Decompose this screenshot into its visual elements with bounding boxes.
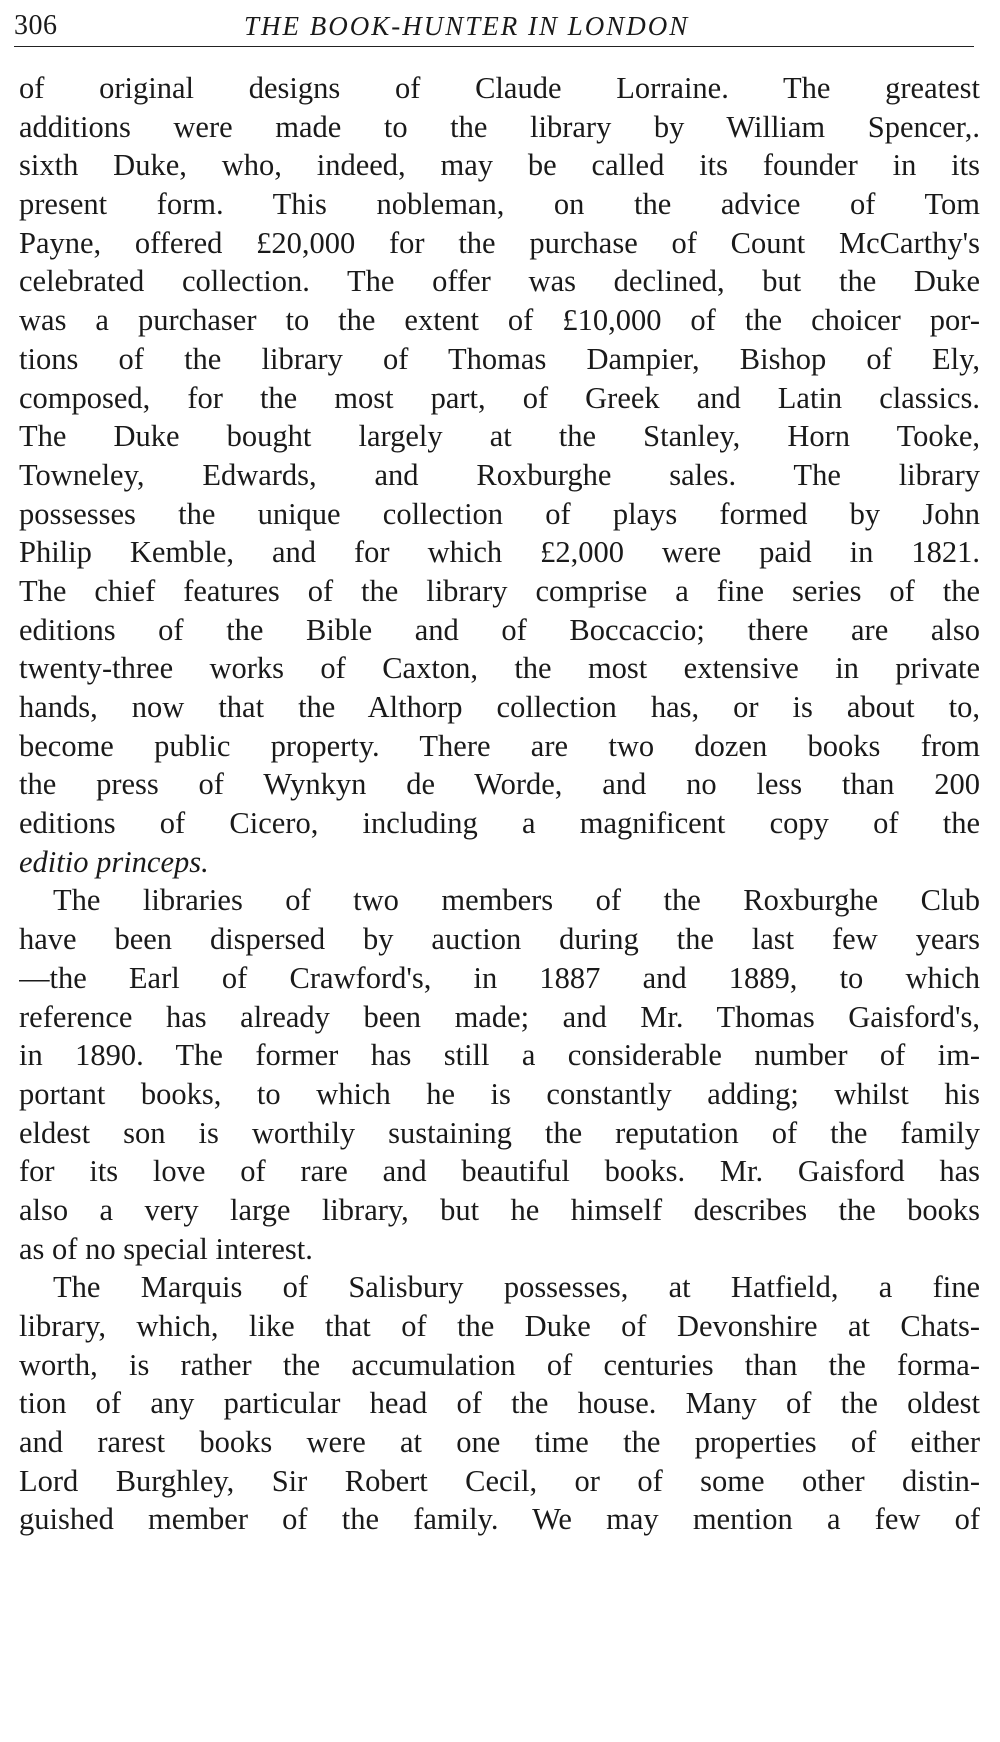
text-line: composed, for the most part, of Greek and Latin classics. bbox=[19, 380, 980, 415]
text-line: Towneley, Edwards, and Roxburghe sales. The library bbox=[19, 457, 980, 492]
text-line: worth, is rather the accumulation of centuries than the forma- bbox=[19, 1347, 980, 1382]
text-line: celebrated collection. The offer was declined, but the Duke bbox=[19, 264, 980, 299]
text-line: and rarest books were at one time the properties of either bbox=[19, 1425, 980, 1460]
text-line: sixth Duke, who, indeed, may be called its founder in its bbox=[19, 148, 980, 183]
text-line: the press of Wynkyn de Worde, and no less than 200 bbox=[19, 767, 980, 802]
text-line: was a purchaser to the extent of £10,000 of the choicer por- bbox=[19, 303, 980, 338]
text-line: The Marquis of Salisbury possesses, at Hatfield, a fine bbox=[53, 1270, 980, 1305]
text-line: The libraries of two members of the Roxburghe Club bbox=[53, 883, 980, 918]
running-title: THE BOOK-HUNTER IN LONDON bbox=[244, 11, 690, 41]
paragraph bbox=[19, 69, 980, 881]
text-line: twenty-three works of Caxton, the most extensive in private bbox=[19, 651, 980, 686]
text-line: guished member of the family. We may mention a few of bbox=[19, 1502, 980, 1537]
text-line: eldest son is worthily sustaining the reputation of the family bbox=[19, 1115, 980, 1150]
paragraph bbox=[19, 881, 980, 1268]
text-line: tion of any particular head of the house. Many of the oldest bbox=[19, 1386, 980, 1421]
text-line: possesses the unique collection of plays formed by John bbox=[19, 496, 980, 531]
text-line: Lord Burghley, Sir Robert Cecil, or of some other distin- bbox=[19, 1463, 980, 1498]
paragraph bbox=[19, 1268, 980, 1539]
text-line: tions of the library of Thomas Dampier, Bishop of Ely, bbox=[19, 341, 980, 376]
text-line: as of no special interest. bbox=[19, 1231, 313, 1266]
text-line: of original designs of Claude Lorraine. The greatest bbox=[19, 71, 980, 105]
text-line: editions of Cicero, including a magnificent copy of the bbox=[19, 806, 980, 841]
body-text bbox=[19, 69, 980, 1539]
text-line: —the Earl of Crawford's, in 1887 and 1889, to which bbox=[19, 960, 980, 995]
text-line: reference has already been made; and Mr. Thomas Gaisford's, bbox=[19, 999, 980, 1034]
text-line: in 1890. The former has still a considerable number of im- bbox=[19, 1038, 980, 1073]
text-line: for its love of rare and beautiful books. Mr. Gaisford has bbox=[19, 1154, 980, 1189]
text-line: Payne, offered £20,000 for the purchase of Count McCarthy's bbox=[19, 225, 980, 260]
text-line: additions were made to the library by William Spencer,. bbox=[19, 109, 980, 144]
text-line: Philip Kemble, and for which £2,000 were paid in 1821. bbox=[19, 535, 980, 570]
text-line: editions of the Bible and of Boccaccio; there are also bbox=[19, 612, 980, 647]
text-line: The chief features of the library comprise a fine series of the bbox=[19, 573, 980, 608]
text-line: become public property. There are two dozen books from bbox=[19, 728, 980, 763]
text-line-italic: editio princeps. bbox=[19, 844, 209, 879]
text-line: portant books, to which he is constantly adding; whilst his bbox=[19, 1076, 980, 1111]
page-number: 306 bbox=[14, 10, 58, 41]
text-line: also a very large library, but he himself describes the books bbox=[19, 1192, 980, 1227]
text-line: hands, now that the Althorp collection has, or is about to, bbox=[19, 690, 980, 724]
text-line: have been dispersed by auction during the last few years bbox=[19, 922, 980, 957]
text-line: library, which, like that of the Duke of Devonshire at Chats- bbox=[19, 1309, 980, 1343]
text-line: The Duke bought largely at the Stanley, Horn Tooke, bbox=[19, 419, 980, 454]
running-header bbox=[14, 6, 974, 47]
text-line: present form. This nobleman, on the advice of Tom bbox=[19, 187, 980, 222]
